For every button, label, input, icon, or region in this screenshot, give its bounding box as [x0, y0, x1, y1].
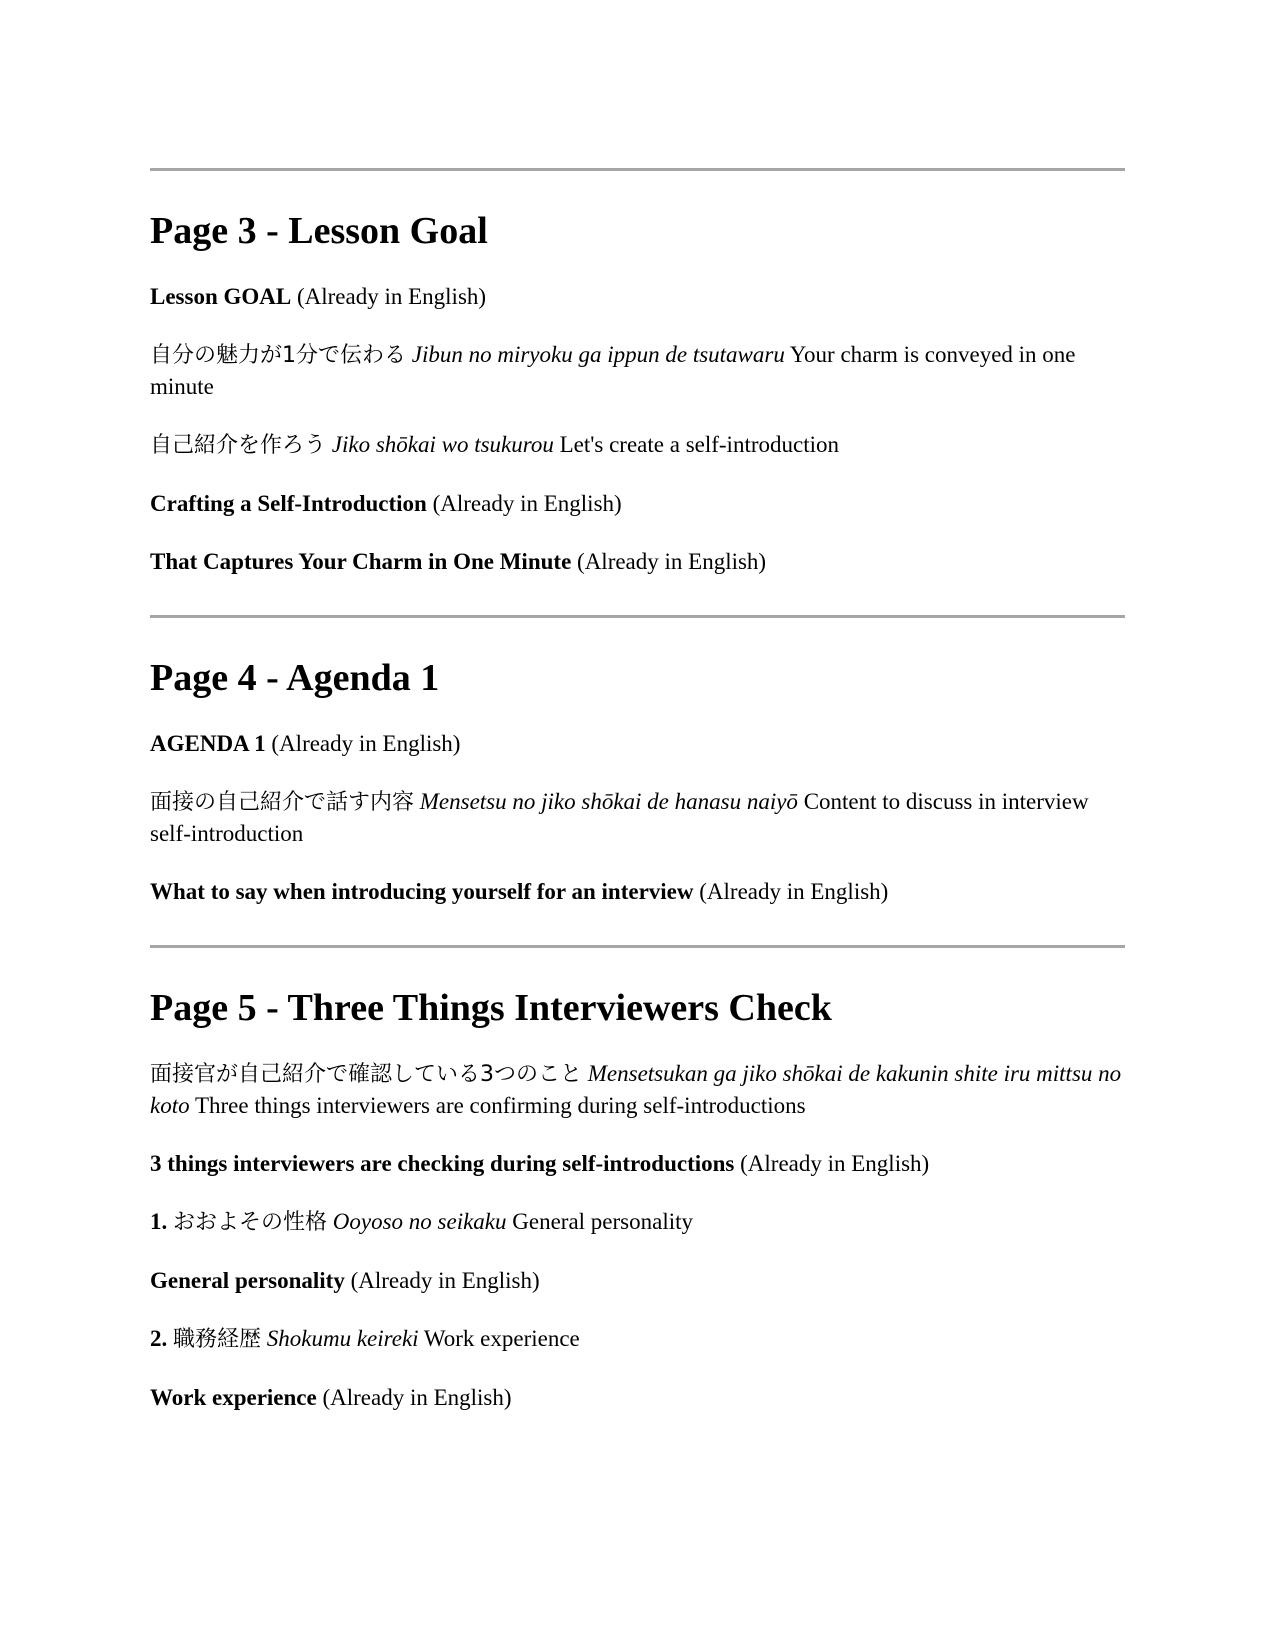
list-item: 1. おおよその性格 Ooyoso no seikaku General personality — [150, 1209, 693, 1235]
text-line: Lesson GOAL (Already in English) — [150, 284, 487, 309]
text-line: 面接官が自己紹介で確認している3つのこと Mensetsukan ga jiko shōkai de kakunin shite iru mittsu no koto Three things interviewers are confirming during self-introductions — [150, 1061, 1122, 1118]
section-divider — [150, 945, 1125, 948]
list-item: 2. 職務経歴 Shokumu keireki Work experience — [150, 1326, 580, 1352]
section-title: Page 3 - Lesson Goal — [150, 210, 488, 252]
text-line: 3 things interviewers are checking during self-introductions (Already in English) — [150, 1151, 930, 1176]
text-line: Crafting a Self-Introduction (Already in English) — [150, 491, 622, 516]
text-line: Work experience (Already in English) — [150, 1385, 512, 1410]
text-line: What to say when introducing yourself for an interview (Already in English) — [150, 879, 889, 904]
section-title: Page 5 - Three Things Interviewers Check — [150, 987, 832, 1029]
text-line: That Captures Your Charm in One Minute (Already in English) — [150, 549, 767, 574]
section-divider — [150, 615, 1125, 618]
text-line: 面接の自己紹介で話す内容 Mensetsu no jiko shōkai de hanasu naiyō Content to discuss in interview self-introduction — [150, 789, 1089, 846]
text-line: General personality (Already in English) — [150, 1268, 540, 1293]
section-page-5 — [150, 984, 1125, 1413]
text-line: 自分の魅力が1分で伝わる Jibun no miryoku ga ippun de tsutawaru Your charm is conveyed in one minute — [150, 342, 1076, 399]
section-page-3 — [150, 207, 1125, 577]
section-divider — [150, 168, 1125, 171]
text-line: AGENDA 1 (Already in English) — [150, 731, 461, 756]
section-page-4 — [150, 654, 1125, 907]
section-title: Page 4 - Agenda 1 — [150, 657, 440, 699]
text-line: 自己紹介を作ろう Jiko shōkai wo tsukurou Let's create a self-introduction — [150, 432, 839, 458]
